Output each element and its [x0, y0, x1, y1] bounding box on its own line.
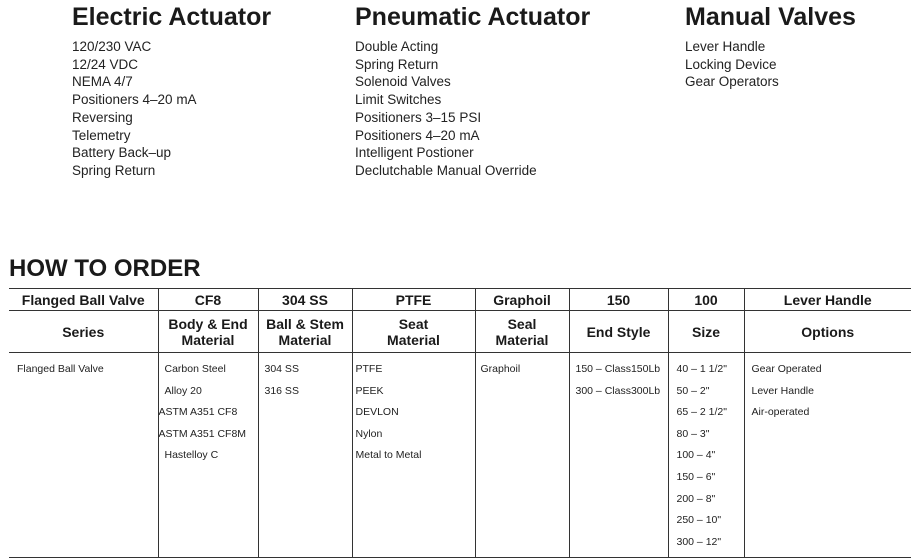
- manual-valves-list: [685, 38, 856, 91]
- header-seal-material: [475, 311, 569, 353]
- header-ball-stem-material: [258, 311, 352, 353]
- body-end-material-option: ASTM A351 CF8M: [158, 427, 247, 440]
- code-size: 100: [668, 289, 744, 311]
- list-item: Lever Handle: [685, 39, 766, 54]
- size-option: 40 – 1 1/2": [676, 363, 727, 375]
- seat-material-option: DEVLON: [355, 406, 399, 419]
- code-body-end-material: CF8: [158, 289, 258, 311]
- options-cell: [744, 353, 911, 558]
- code-seal-material: Graphoil: [475, 289, 569, 311]
- end-style-option: 300 – Class300Lb: [575, 384, 661, 397]
- list-item: NEMA 4/7: [72, 74, 133, 90]
- pneumatic-actuator-section: [355, 2, 590, 180]
- body-end-material-option: Hastelloy C: [164, 449, 219, 462]
- header-line: Material: [387, 331, 440, 348]
- code-seat-material: PTFE: [352, 289, 475, 311]
- seal-material-cell: [475, 353, 569, 558]
- code-options: Lever Handle: [744, 289, 911, 311]
- header-line: Material: [181, 331, 235, 348]
- end-style-option: 150 – Class150Lb: [575, 363, 661, 375]
- header-line: Series: [62, 323, 105, 340]
- order-table: [9, 288, 911, 558]
- options-option: Lever Handle: [751, 384, 814, 397]
- order-header-row: [9, 311, 911, 353]
- seat-material-option: Nylon: [355, 427, 383, 440]
- list-item: 12/24 VDC: [72, 56, 139, 72]
- list-item: Positioners 4–20 mA: [72, 92, 197, 108]
- list-item: Spring Return: [355, 56, 439, 72]
- list-item: Spring Return: [72, 162, 156, 178]
- size-option: 200 – 8": [676, 492, 716, 505]
- electric-actuator-section: [72, 2, 271, 180]
- header-line: Seat: [398, 315, 429, 332]
- seat-material-cell: [352, 353, 475, 558]
- header-line: Material: [495, 331, 549, 348]
- list-item: Declutchable Manual Override: [355, 162, 537, 178]
- manual-valves-section: [685, 2, 856, 91]
- order-code-row: [9, 289, 911, 311]
- code-series: Flanged Ball Valve: [9, 289, 158, 311]
- header-series: [9, 311, 158, 353]
- header-line: Options: [801, 323, 855, 340]
- seat-material-option: PTFE: [355, 363, 383, 375]
- list-item: Telemetry: [72, 127, 131, 143]
- header-options: [744, 311, 911, 353]
- list-item: Positioners 3–15 PSI: [355, 109, 482, 125]
- list-item: Reversing: [72, 109, 133, 125]
- size-option: 250 – 10": [676, 514, 722, 527]
- header-line: Size: [691, 323, 720, 340]
- options-option: Air-operated: [751, 406, 810, 419]
- size-option: 100 – 4": [676, 449, 716, 462]
- body-end-material-option: Carbon Steel: [164, 363, 226, 375]
- series-option: Flanged Ball Valve: [17, 363, 104, 375]
- list-item: Solenoid Valves: [355, 74, 451, 90]
- manual-valves-title: Manual Valves: [685, 3, 856, 31]
- header-line: End Style: [586, 323, 651, 340]
- size-option: 300 – 12": [676, 535, 722, 548]
- header-seat-material: [352, 311, 475, 353]
- list-item: 120/230 VAC: [72, 39, 152, 54]
- series-cell: [9, 353, 158, 558]
- size-option: 50 – 2": [676, 384, 710, 397]
- code-end-style: 150: [569, 289, 668, 311]
- electric-actuator-list: [72, 38, 271, 180]
- list-item: Positioners 4–20 mA: [355, 127, 480, 143]
- header-end-style: [569, 311, 668, 353]
- ball-stem-material-option: 304 SS: [264, 363, 299, 375]
- size-option: 65 – 2 1/2": [676, 406, 727, 419]
- body-end-material-cell: [158, 353, 258, 558]
- list-item: Locking Device: [685, 56, 777, 72]
- body-end-material-option: ASTM A351 CF8: [158, 406, 238, 419]
- ball-stem-material-option: 316 SS: [264, 384, 299, 397]
- pneumatic-actuator-list: [355, 38, 590, 180]
- seal-material-option: Graphoil: [480, 363, 521, 375]
- header-line: Material: [278, 331, 332, 348]
- list-item: Gear Operators: [685, 74, 779, 90]
- body-end-material-option: Alloy 20: [164, 384, 202, 397]
- header-line: Body & End: [168, 315, 248, 332]
- header-line: Ball & Stem: [266, 315, 344, 332]
- ball-stem-material-cell: [258, 353, 352, 558]
- header-line: Seal: [507, 315, 537, 332]
- how-to-order-title: HOW TO ORDER: [9, 255, 201, 282]
- code-ball-stem-material: 304 SS: [258, 289, 352, 311]
- order-body-row: [9, 353, 911, 558]
- list-item: Battery Back–up: [72, 145, 172, 161]
- list-item: Limit Switches: [355, 92, 442, 108]
- list-item: Double Acting: [355, 39, 439, 54]
- list-item: Intelligent Postioner: [355, 145, 474, 161]
- size-option: 80 – 3": [676, 427, 710, 440]
- electric-actuator-title: Electric Actuator: [72, 3, 272, 31]
- header-body-end-material: [158, 311, 258, 353]
- seat-material-option: Metal to Metal: [355, 449, 422, 462]
- end-style-cell: [569, 353, 668, 558]
- size-cell: [668, 353, 744, 558]
- seat-material-option: PEEK: [355, 384, 384, 397]
- header-size: [668, 311, 744, 353]
- options-option: Gear Operated: [751, 363, 822, 375]
- pneumatic-actuator-title: Pneumatic Actuator: [355, 3, 591, 31]
- size-option: 150 – 6": [676, 470, 716, 483]
